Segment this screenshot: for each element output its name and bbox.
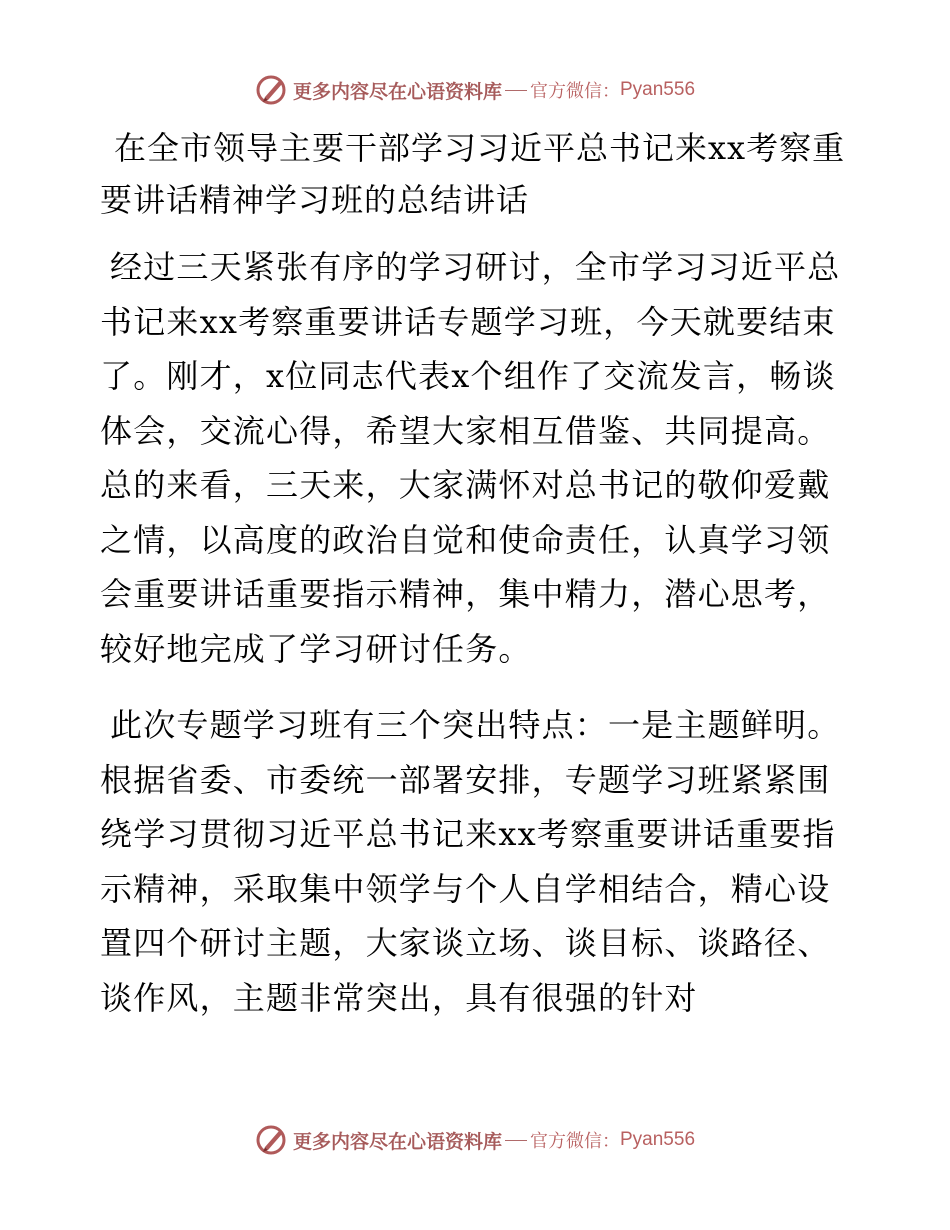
footer-watermark xyxy=(0,1120,950,1160)
watermark-wechat-id: Pyan556 xyxy=(620,1129,696,1150)
document-body xyxy=(100,122,850,1047)
watermark-official-label: 官方微信： xyxy=(530,1131,620,1152)
watermark-dash xyxy=(505,90,527,91)
header-watermark xyxy=(0,70,950,110)
watermark-text: 更多内容尽在心语资料库 xyxy=(292,1130,502,1153)
watermark-dash xyxy=(505,1140,527,1141)
paragraph-2: 此次专题学习班有三个突出特点：一是主题鲜明。根据省委、市委统一部署安排，专题学习班紧紧围绕学习贯彻习近平总书记来xx考察重要讲话重要指示精神，采取集中领学与个人自学相结合，精心设置四个研讨主题，大家谈立场、谈目标、谈路径、谈作风，主题非常突出，具有很强的针对 xyxy=(100,706,841,1017)
watermark-text: 更多内容尽在心语资料库 xyxy=(292,80,502,103)
paragraph-1: 经过三天紧张有序的学习研讨，全市学习习近平总书记来xx考察重要讲话专题学习班，今天就要结束了。刚才，x位同志代表x个组作了交流发言，畅谈体会，交流心得，希望大家相互借鉴、共同提高。总的来看，三天来，大家满怀对总书记的敬仰爱戴之情，以高度的政治自觉和使命责任，认真学习领会重要讲话重要指示精神，集中精力，潜心思考，较好地完成了学习研讨任务。 xyxy=(100,248,841,668)
document-title: 在全市领导主要干部学习习近平总书记来xx考察重要讲话精神学习班的总结讲话 xyxy=(100,129,846,219)
pen-logo-icon xyxy=(255,73,289,107)
pen-logo-icon xyxy=(255,1123,289,1157)
watermark-wechat-id: Pyan556 xyxy=(620,79,696,100)
watermark-official-label: 官方微信： xyxy=(530,81,620,102)
